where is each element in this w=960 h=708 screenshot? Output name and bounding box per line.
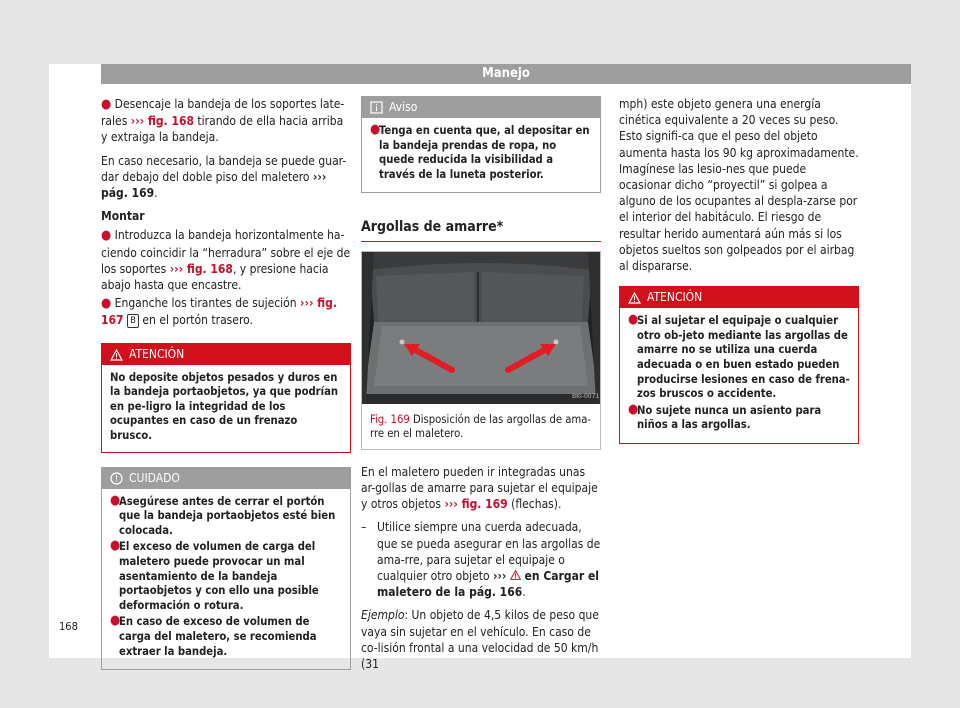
list-item: ● No sujete nunca un asiento para niños a las argollas. xyxy=(628,401,822,432)
column-middle xyxy=(361,96,601,679)
figure-code: BKI-0071 xyxy=(572,392,600,400)
page-number: 168 xyxy=(59,620,78,633)
page-header: Manejo xyxy=(101,64,911,84)
list-item: ● El exceso de volumen de carga del maletero puede provocar un mal asentamiento de la bandeja portaobjetos y con ello una posible deformación o rotura. xyxy=(110,538,319,612)
manual-page xyxy=(49,64,911,672)
bullet-icon: ● xyxy=(370,122,381,137)
column-left xyxy=(101,96,351,670)
caution-circle-icon xyxy=(110,470,123,492)
figure-caption: Fig. 169 Disposición de las argollas de ama-rre en el maletero. xyxy=(370,412,591,440)
trunk-image xyxy=(362,252,600,404)
column-right xyxy=(619,96,859,444)
fig-link[interactable]: ››› fig. 168 xyxy=(169,261,233,276)
caution-header: CUIDADO xyxy=(101,467,351,489)
figure-label: Fig. 169 xyxy=(370,412,410,426)
fig-link[interactable]: ››› fig. 168 xyxy=(130,114,194,129)
paragraph-argollas: En el maletero pueden ir integradas unas ar-gollas de amarre para sujetar el equipaje y otros objetos ››› fig. 169 (flechas). xyxy=(361,464,598,512)
list-item: ● Asegúrese antes de cerrar el portón que la bandeja portaobjetos esté bien colocada. xyxy=(110,492,336,537)
note-list xyxy=(361,118,601,193)
bullet-icon: ● xyxy=(110,538,121,554)
warning-triangle-icon xyxy=(510,569,521,583)
instruction-insert: ● Introduzca la bandeja horizontalmente ha-ciendo coincidir la “herradura” sobre el eje de los soportes ››› fig. 168, y presione hacia abajo hasta que encastre. xyxy=(101,228,351,293)
ref-link[interactable]: ››› xyxy=(493,569,507,583)
page-link[interactable]: en Cargar el maletero de la pág. 166 xyxy=(377,569,599,600)
bullet-icon: ● xyxy=(628,401,639,417)
bullet-icon: ● xyxy=(101,228,112,244)
list-item: ● Si al sujetar el equipaje o cualquier otro ob-jeto mediante las argollas de amarre no se utiliza una cuerda adecuada o en buen estado pueden producirse lesiones en caso de frena-zos bruscos o accidente. xyxy=(628,312,850,401)
list-item: ● En caso de exceso de volumen de carga del maletero, se recomienda extraer la bandeja. xyxy=(110,613,317,658)
info-square-icon xyxy=(370,99,383,121)
warning-triangle-icon xyxy=(628,289,641,311)
page-link[interactable]: ››› pág. 169 xyxy=(101,169,327,201)
note-box xyxy=(361,96,601,193)
warning-box xyxy=(101,343,351,453)
list-item: ● Tenga en cuenta que, al depositar en la bandeja prendas de ropa, no quede reducida la visibilidad a través de la luneta posterior. xyxy=(370,122,590,181)
caution-box xyxy=(101,467,351,671)
fig-link[interactable]: ››› fig. 169 xyxy=(444,497,508,512)
instruction-rope: – Utilice siempre una cuerda adecuada, que se pueda asegurar en las argollas de ama-rre, para sujetar el equipaje o cualquier otro objeto ››› en Cargar el maletero de la pág. 166. xyxy=(361,520,601,600)
note-header: Aviso xyxy=(361,96,601,118)
instruction-remove: ● Desencaje la bandeja de los soportes late-rales ››› fig. 168 tirando de ella hacia arriba y extraiga la bandeja. xyxy=(101,97,345,145)
bullet-icon: ● xyxy=(628,312,639,328)
warning-header: ATENCIÓN xyxy=(619,286,859,308)
bullet-icon: ● xyxy=(101,97,112,112)
paragraph-example: Ejemplo: Un objeto de 4,5 kilos de peso que vaya sin sujetar en el vehículo. En caso de co-lisión frontal a una velocidad de 50 km/h (31 xyxy=(361,608,599,672)
bullet-icon: ● xyxy=(110,492,121,508)
paragraph-storage: En caso necesario, la bandeja se puede guar-dar debajo del doble piso del maletero ››› pág. 169. xyxy=(101,153,347,201)
figure-169 xyxy=(361,251,601,450)
warning-list xyxy=(619,308,859,444)
warning-header: ATENCIÓN xyxy=(101,343,351,365)
instruction-hook: ● Enganche los tirantes de sujeción ››› fig. 167 B en el portón trasero. xyxy=(101,296,337,328)
bullet-icon: ● xyxy=(101,296,112,312)
section-title: Argollas de amarre* xyxy=(361,219,601,241)
callout-letter: B xyxy=(127,314,139,328)
warning-triangle-icon xyxy=(110,346,123,368)
warning-text: No deposite objetos pesados y duros en la bandeja portaobjetos, ya que podrían en pe-ligro la integridad de los ocupantes en caso de un frenazo brusco. xyxy=(101,365,351,453)
warning-box xyxy=(619,286,859,444)
paragraph-energy: mph) este objeto genera una energía cinética equivalente a 20 veces su peso. Esto signifi-ca que el peso del objeto aumenta hasta los 90 kg aproximadamente. Imagínese las lesio-nes que puede ocasionar dicho “proyectil” si golpea a alguno de los ocupantes al despla-zarse por el interior del habitáculo. El riesgo de resultar herido aumentará aún más si los objetos sueltos son golpeados por el airbag al dispararse. xyxy=(619,97,859,274)
subheading-montar: Montar xyxy=(101,209,145,224)
bullet-icon: ● xyxy=(110,613,121,629)
fig-link[interactable]: ››› fig. 167 xyxy=(101,296,337,328)
caution-list xyxy=(101,489,351,671)
